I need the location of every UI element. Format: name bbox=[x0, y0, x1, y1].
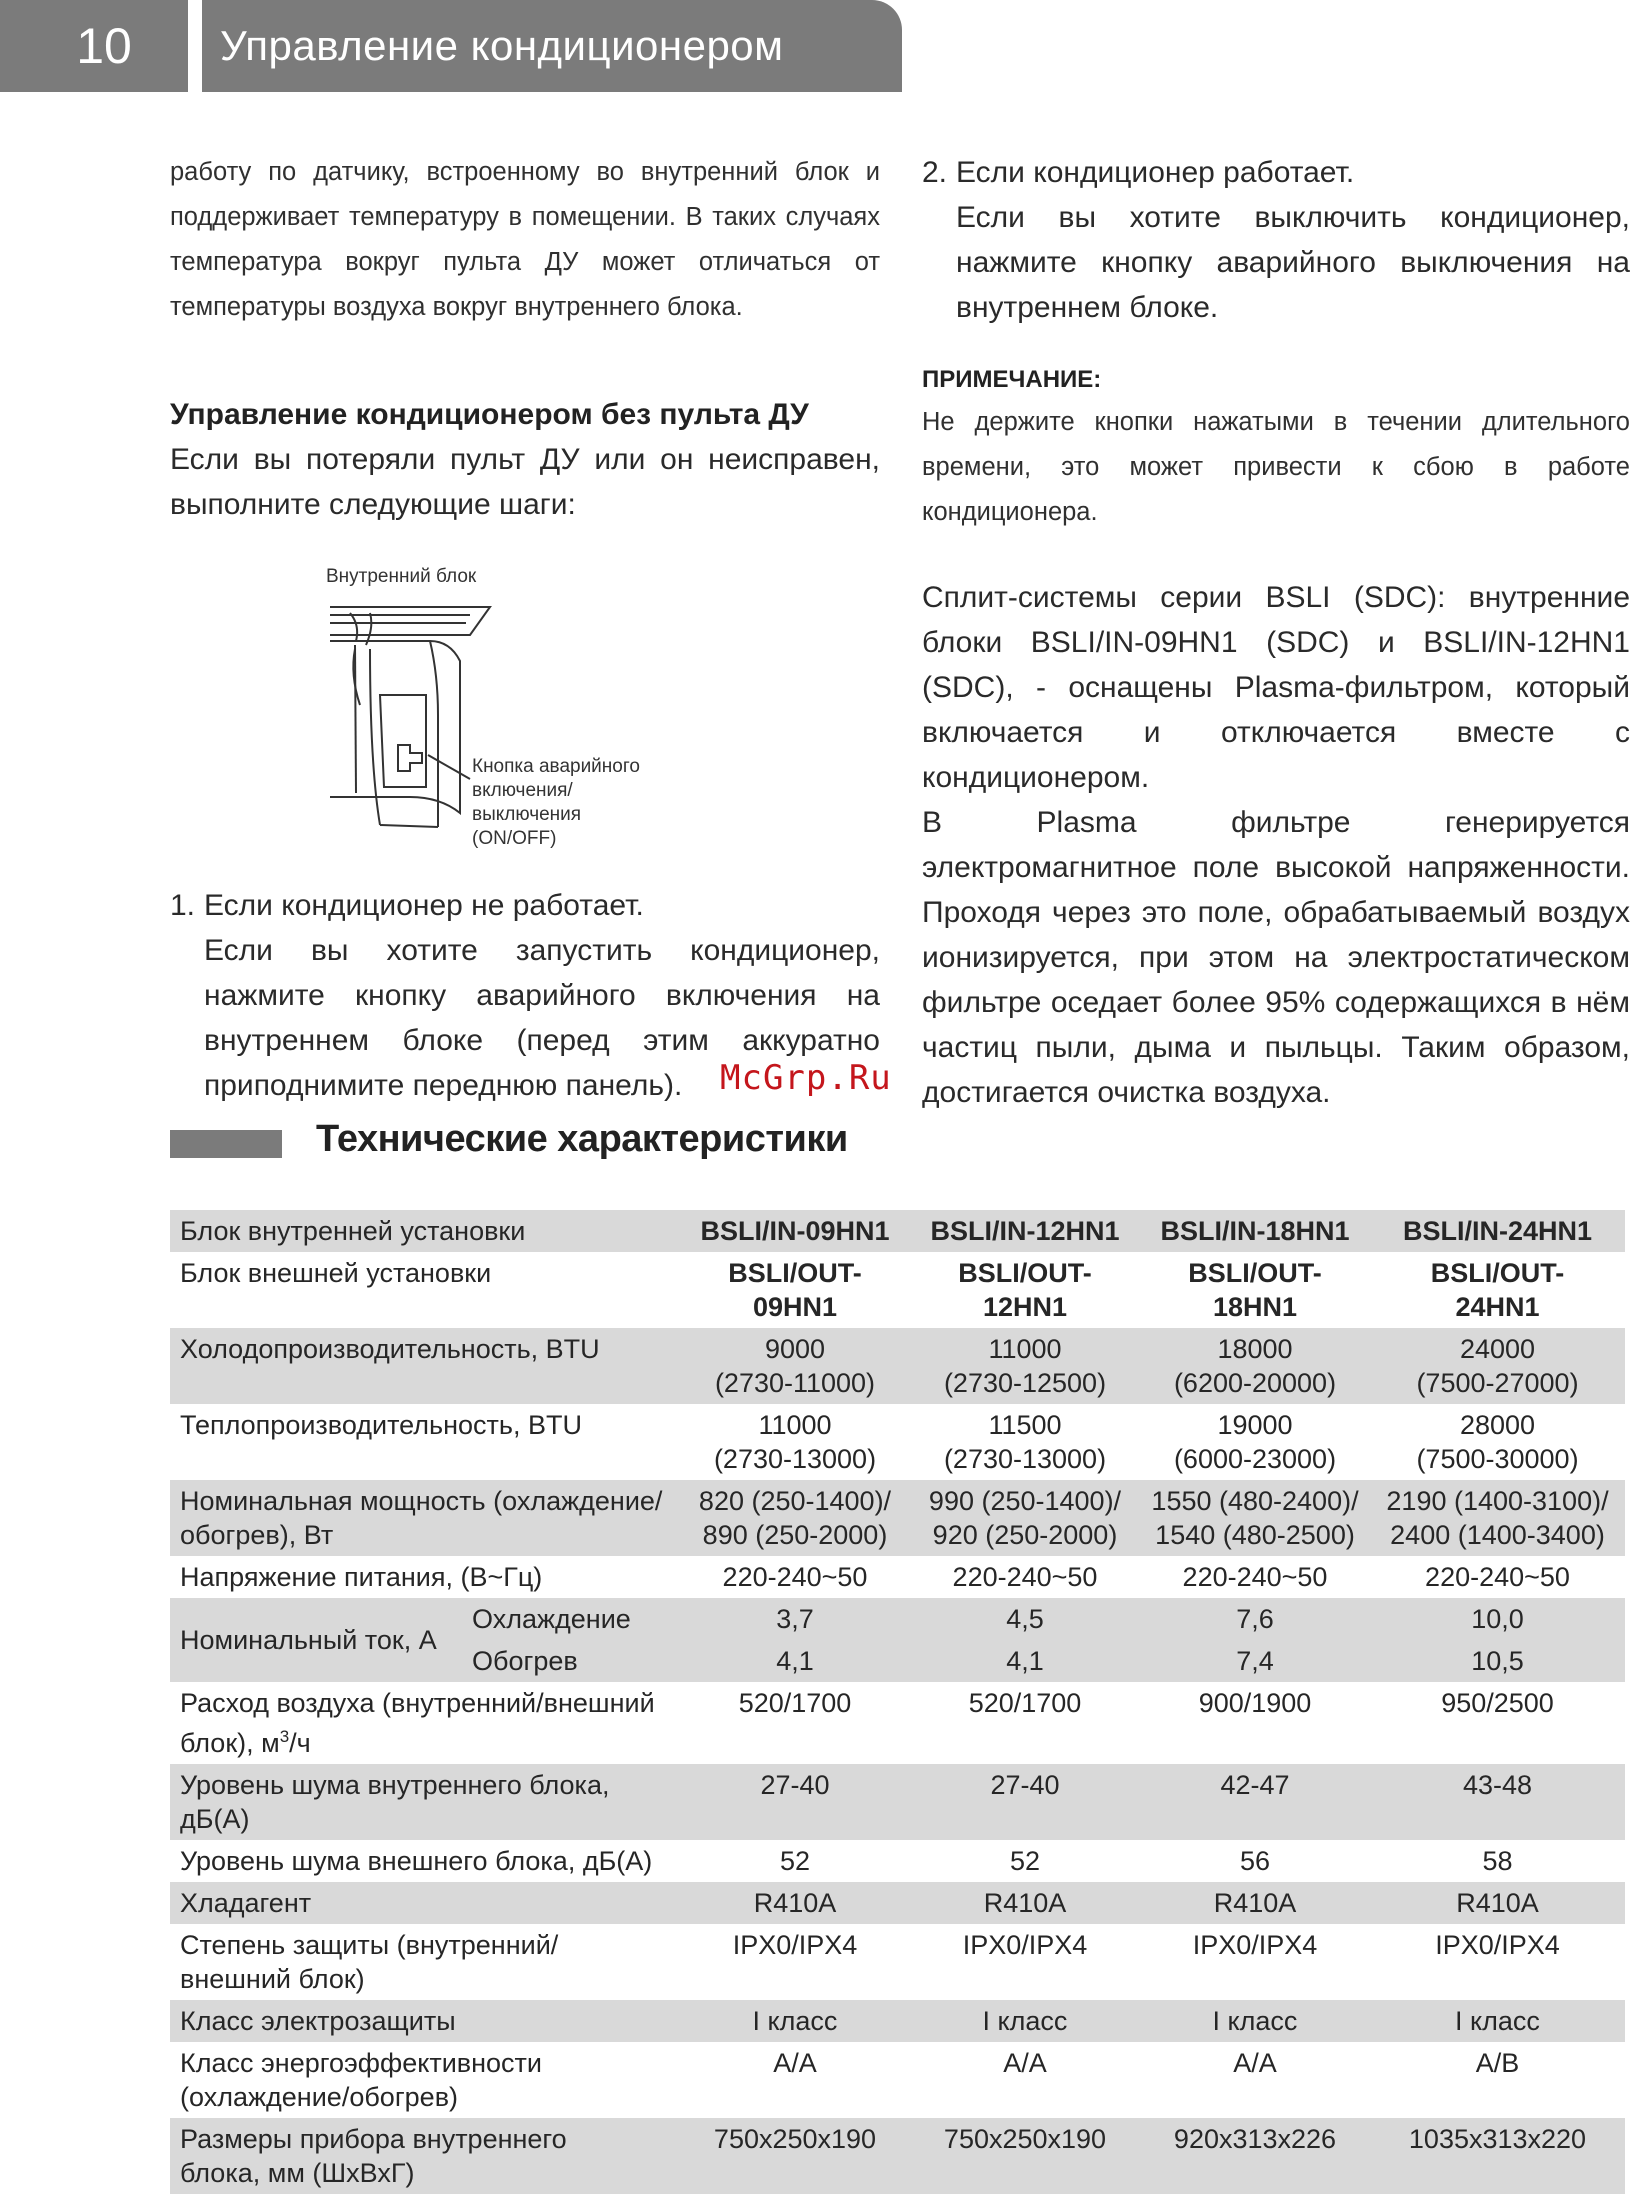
row-label: Номинальная мощность (охлаждение/ обогрев), Вт bbox=[170, 1480, 680, 1556]
table-cell: 27-40 bbox=[680, 1764, 910, 1840]
note-text: Не держите кнопки нажатыми в течении длительного времени, это может привести к сбою в работе кондиционера. bbox=[922, 408, 1630, 526]
table-row-airflow bbox=[170, 1682, 1625, 1764]
table-cell: IPX0/IPX4 bbox=[962, 1930, 1088, 1960]
label-emergency-line-4: (ON/OFF) bbox=[472, 828, 557, 849]
row-label: Размеры прибора внутреннего блока, мм (ШхВхГ) bbox=[170, 2118, 680, 2194]
table-cell: 27-40 bbox=[910, 1764, 1140, 1840]
step-2-title: Если кондиционер работает. bbox=[956, 156, 1355, 189]
table-row-dimensions bbox=[170, 2118, 1625, 2194]
row-label: Класс энергоэффективности (охлаждение/обогрев) bbox=[180, 2048, 542, 2112]
table-cell: 220-240~50 bbox=[722, 1562, 868, 1592]
table-cell: 11000 (2730-12500) bbox=[910, 1328, 1140, 1404]
table-row-current-cooling bbox=[170, 1598, 1625, 1640]
table-cell: 920x313x226 bbox=[1140, 2118, 1370, 2194]
table-cell: 56 bbox=[1239, 1846, 1271, 1876]
section-title-bar bbox=[170, 1130, 282, 1158]
row-label: Блок внутренней установки bbox=[170, 1210, 680, 1252]
table-cell: 9000 (2730-11000) bbox=[680, 1328, 910, 1404]
step-1-number: 1. bbox=[170, 889, 196, 922]
table-cell: 750x250x190 bbox=[680, 2118, 910, 2194]
table-row-refrigerant bbox=[170, 1882, 1625, 1924]
step-1 bbox=[170, 883, 880, 928]
table-cell: R410A bbox=[910, 1882, 1140, 1924]
table-cell: IPX0/IPX4 bbox=[1435, 1930, 1560, 1960]
table-cell: IPX0/IPX4 bbox=[1192, 1930, 1318, 1960]
table-row-protection bbox=[170, 1924, 1625, 2000]
table-cell: 52 bbox=[779, 1846, 811, 1876]
table-cell: A/A bbox=[773, 2048, 817, 2078]
split-system-paragraph: Сплит-системы серии BSLI (SDC): внутренние блоки BSLI/IN-09HN1 (SDC) и BSLI/IN-12HN1 (SDC), - оснащены Plasma-фильтром, который включается и отключается вместе с кондиционером. bbox=[922, 581, 1630, 794]
table-cell: 18000 (6200-20000) bbox=[1140, 1328, 1370, 1404]
label-indoor-unit: Внутренний блок bbox=[326, 566, 477, 587]
table-cell: 7,4 bbox=[1140, 1640, 1370, 1682]
row-label: Уровень шума внешнего блока, дБ(А) bbox=[180, 1846, 653, 1876]
table-row-rated-power bbox=[170, 1480, 1625, 1556]
right-column bbox=[922, 150, 1630, 1115]
table-row-cooling-capacity bbox=[170, 1328, 1625, 1404]
table-cell: I класс bbox=[680, 2000, 910, 2042]
label-emergency-line-2: включения/ bbox=[472, 780, 573, 801]
step-1-text: Если вы хотите запустить кондиционер, нажмите кнопку аварийного включения на внутреннем блоке (перед этим аккуратно приподнимите переднюю панель). bbox=[204, 934, 880, 1102]
table-row-heating-capacity bbox=[170, 1404, 1625, 1480]
table-cell: 750x250x190 bbox=[910, 2118, 1140, 2194]
table-cell: 220-240~50 bbox=[1425, 1562, 1570, 1592]
airflow-label-superscript: 3 bbox=[279, 1727, 290, 1746]
intro-paragraph: работу по датчику, встроенному во внутренний блок и поддерживает температуру в помещении. В таких случаях температура вокруг пульта ДУ может отличаться от температуры воздуха вокруг внутреннего блока. bbox=[170, 158, 880, 321]
table-cell: I класс bbox=[910, 2000, 1140, 2042]
row-label bbox=[170, 1682, 680, 1764]
table-cell: 10,0 bbox=[1370, 1598, 1625, 1640]
table-cell: 52 bbox=[1009, 1846, 1041, 1876]
table-cell: BSLI/OUT- 12HN1 bbox=[958, 1258, 1092, 1322]
label-emergency-button bbox=[472, 755, 640, 851]
row-label: Холодопроизводительность, BTU bbox=[170, 1328, 680, 1404]
table-cell: BSLI/OUT- 24HN1 bbox=[1430, 1258, 1565, 1322]
table-cell: 28000 (7500-30000) bbox=[1416, 1410, 1579, 1474]
step-1-title: Если кондиционер не работает. bbox=[204, 889, 644, 922]
table-row-energy-class bbox=[170, 2042, 1625, 2118]
table-row-outdoor-unit bbox=[170, 1252, 1625, 1328]
row-label: Степень защиты (внутренний/ внешний блок) bbox=[180, 1930, 559, 1994]
label-emergency-line-1: Кнопка аварийного bbox=[472, 756, 640, 777]
table-cell: 950/2500 bbox=[1441, 1688, 1554, 1718]
airflow-label-text: Расход воздуха (внутренний/внешний блок), м bbox=[180, 1688, 655, 1758]
table-cell: I класс bbox=[1140, 2000, 1370, 2042]
table-cell: BSLI/OUT- 09HN1 bbox=[728, 1258, 862, 1322]
lead-paragraph: Если вы потеряли пульт ДУ или он неисправен, выполните следующие шаги: bbox=[170, 443, 880, 521]
table-cell: 220-240~50 bbox=[1182, 1562, 1328, 1592]
table-cell: 2190 (1400-3100)/ 2400 (1400-3400) bbox=[1370, 1480, 1625, 1556]
table-cell: A/A bbox=[1003, 2048, 1047, 2078]
table-cell: 11000 (2730-13000) bbox=[713, 1410, 877, 1474]
table-cell: A/B bbox=[1475, 2048, 1520, 2078]
table-cell: 520/1700 bbox=[968, 1688, 1082, 1718]
table-cell: BSLI/IN-24HN1 bbox=[1370, 1210, 1625, 1252]
table-cell: 42-47 bbox=[1140, 1764, 1370, 1840]
table-cell: 43-48 bbox=[1370, 1764, 1625, 1840]
table-cell: I класс bbox=[1370, 2000, 1625, 2042]
table-cell: 900/1900 bbox=[1198, 1688, 1312, 1718]
row-sublabel: Охлаждение bbox=[462, 1598, 680, 1640]
table-cell: A/A bbox=[1233, 2048, 1277, 2078]
row-label: Хладагент bbox=[170, 1882, 680, 1924]
table-cell: 19000 (6000-23000) bbox=[1173, 1410, 1337, 1474]
table-cell: 7,6 bbox=[1140, 1598, 1370, 1640]
table-cell: 820 (250-1400)/ 890 (250-2000) bbox=[680, 1480, 910, 1556]
table-cell: BSLI/IN-12HN1 bbox=[910, 1210, 1140, 1252]
table-cell: 11500 (2730-13000) bbox=[943, 1410, 1107, 1474]
row-sublabel: Обогрев bbox=[462, 1640, 680, 1682]
label-emergency-line-3: выключения bbox=[472, 804, 582, 825]
table-cell: 1035x313x220 bbox=[1370, 2118, 1625, 2194]
row-label: Блок внешней установки bbox=[180, 1258, 492, 1288]
table-cell: 3,7 bbox=[680, 1598, 910, 1640]
airflow-label-unit: /ч bbox=[289, 1728, 311, 1758]
step-2-number: 2. bbox=[922, 156, 948, 189]
table-cell: R410A bbox=[1370, 1882, 1625, 1924]
table-cell: 1550 (480-2400)/ 1540 (480-2500) bbox=[1140, 1480, 1370, 1556]
table-cell: 58 bbox=[1482, 1846, 1513, 1876]
section-heading-no-remote: Управление кондиционером без пульта ДУ bbox=[170, 398, 809, 431]
table-cell: 4,5 bbox=[910, 1598, 1140, 1640]
row-label: Уровень шума внутреннего блока, дБ(А) bbox=[170, 1764, 680, 1840]
table-cell: 520/1700 bbox=[738, 1688, 852, 1718]
table-row-indoor-noise bbox=[170, 1764, 1625, 1840]
indoor-unit-diagram bbox=[170, 565, 880, 875]
left-column bbox=[170, 150, 880, 1108]
step-2 bbox=[922, 150, 1630, 195]
watermark: McGrp.Ru bbox=[720, 1058, 892, 1098]
table-cell: 990 (250-1400)/ 920 (250-2000) bbox=[910, 1480, 1140, 1556]
table-cell: 220-240~50 bbox=[952, 1562, 1098, 1592]
row-label: Напряжение питания, (В~Гц) bbox=[180, 1562, 543, 1592]
note-heading: ПРИМЕЧАНИЕ: bbox=[922, 366, 1102, 393]
table-cell: 4,1 bbox=[910, 1640, 1140, 1682]
table-row-indoor-unit bbox=[170, 1210, 1625, 1252]
page-number: 10 bbox=[0, 0, 188, 92]
header-title: Управление кондиционером bbox=[202, 0, 902, 92]
table-row-electrical-class bbox=[170, 2000, 1625, 2042]
row-label: Номинальный ток, А bbox=[170, 1598, 462, 1682]
table-cell: 10,5 bbox=[1370, 1640, 1625, 1682]
step-2-text: Если вы хотите выключить кондиционер, нажмите кнопку аварийного выключения на внутреннем блоке. bbox=[956, 201, 1630, 324]
row-label: Теплопроизводительность, BTU bbox=[180, 1410, 582, 1440]
table-cell: BSLI/OUT- 18HN1 bbox=[1188, 1258, 1322, 1322]
table-row-outdoor-noise bbox=[170, 1840, 1625, 1882]
row-label: Класс электрозащиты bbox=[170, 2000, 680, 2042]
section-title: Технические характеристики bbox=[316, 1118, 848, 1160]
table-cell: BSLI/IN-09HN1 bbox=[680, 1210, 910, 1252]
plasma-filter-paragraph: В Plasma фильтре генерируется электромагнитное поле высокой напряженности. Проходя через это поле, обрабатываемый воздух ионизируется, при этом на электростатическом фильтре оседает более 95% содержащихся в нём частиц пыли, дыма и пыльцы. Таким образом, достигается очистка воздуха. bbox=[922, 806, 1630, 1109]
table-cell: 24000 (7500-27000) bbox=[1370, 1328, 1625, 1404]
table-cell: IPX0/IPX4 bbox=[732, 1930, 858, 1960]
specifications-table bbox=[170, 1210, 1625, 2194]
table-cell: 4,1 bbox=[680, 1640, 910, 1682]
table-cell: R410A bbox=[1140, 1882, 1370, 1924]
table-cell: BSLI/IN-18HN1 bbox=[1140, 1210, 1370, 1252]
table-row-voltage bbox=[170, 1556, 1625, 1598]
table-cell: R410A bbox=[680, 1882, 910, 1924]
